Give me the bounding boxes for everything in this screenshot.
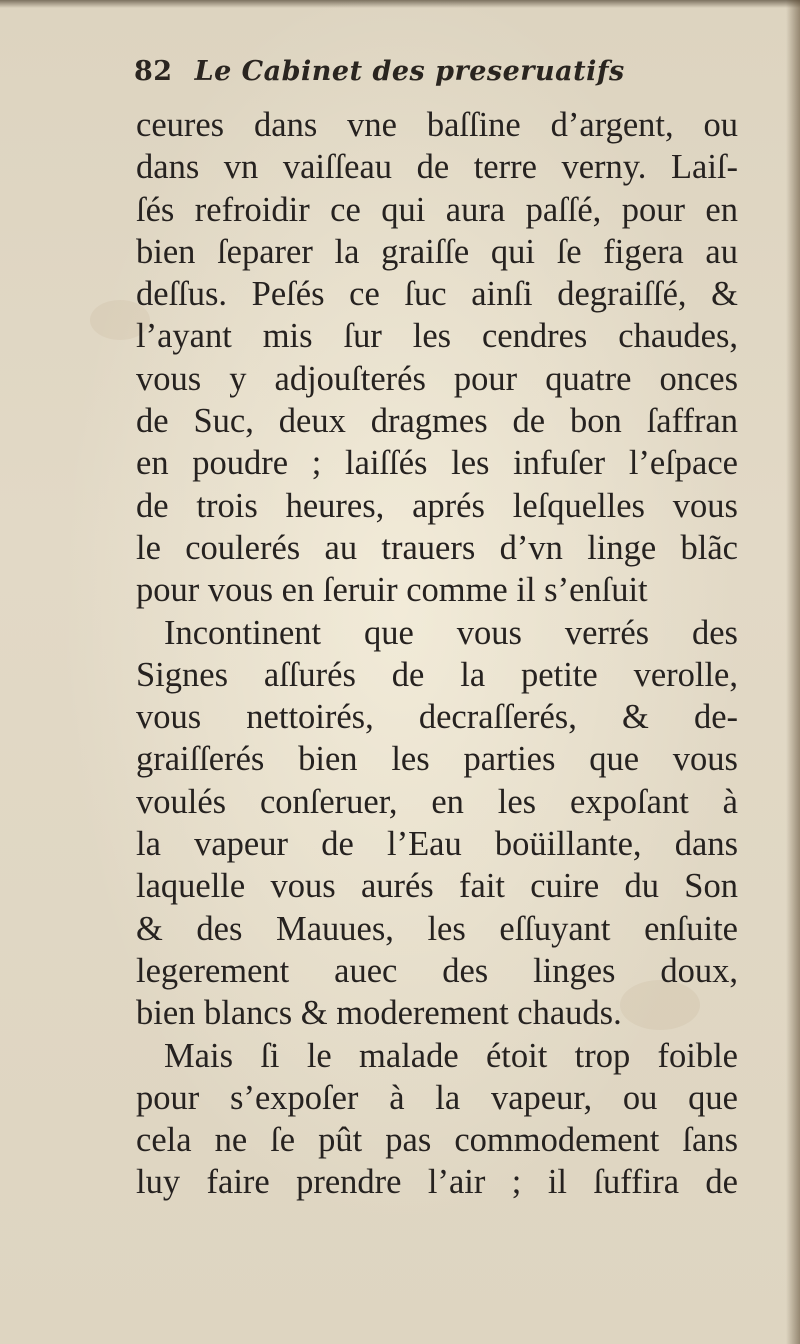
text-line: le coulerés au trauers d’vn linge blãc [136,528,738,567]
text-line: pour vous en ſeruir comme il s’enſuit [136,571,648,610]
text-line: deſſus. Peſés ce ſuc ainſi degraiſſé, & [136,275,738,314]
text-line: & des Mauues, les eſſuyant enſuite [136,909,738,948]
text-line: vous nettoirés, decraſſerés, & de- [136,698,738,737]
text-line: luy faire prendre l’air ; il ſuffira de [136,1163,738,1202]
text-line: pour s’expoſer à la vapeur, ou que [136,1078,738,1117]
running-title: Le Cabinet des preseruatifs [194,56,625,87]
text-line: bien ſeparer la graiſſe qui ſe figera au [136,232,738,271]
text-line: de Suc, deux dragmes de bon ſaffran [136,402,738,441]
text-line: en poudre ; laiſſés les infuſer l’eſpace [136,444,738,483]
running-head [134,56,734,102]
text-line: de trois heures, aprés leſquelles vous [136,486,738,525]
paragraph-first-line: Incontinent que vous verrés des [164,613,738,652]
paragraph-first-line: Mais ſi le malade étoit trop foible [164,1036,738,1075]
body-text [136,104,738,1214]
text-line: Signes aſſurés de la petite verolle, [136,655,738,694]
page-number: 82 [134,56,173,87]
page-top-shadow [0,0,800,8]
text-line: voulés conſeruer, en les expoſant à [136,782,738,821]
text-line: la vapeur de l’Eau boüillante, dans [136,825,738,864]
text-line: dans vn vaiſſeau de terre verny. Laiſ- [136,148,738,187]
text-line: vous y adjouſterés pour quatre onces [136,359,738,398]
text-line: bien blancs & moderement chauds. [136,994,622,1033]
text-line: ceures dans vne baſſine d’argent, ou [136,106,738,144]
text-line: laquelle vous aurés fait cuire du Son [136,867,738,906]
text-line: graiſſerés bien les parties que vous [136,740,738,779]
text-line: l’ayant mis ſur les cendres chaudes, [136,317,738,356]
text-line: ſés refroidir ce qui aura paſſé, pour en [136,190,738,229]
page-gutter-shadow [786,0,800,1344]
text-line: legerement auec des linges doux, [136,951,738,990]
text-line: cela ne ſe pût pas commodement ſans [136,1121,738,1160]
